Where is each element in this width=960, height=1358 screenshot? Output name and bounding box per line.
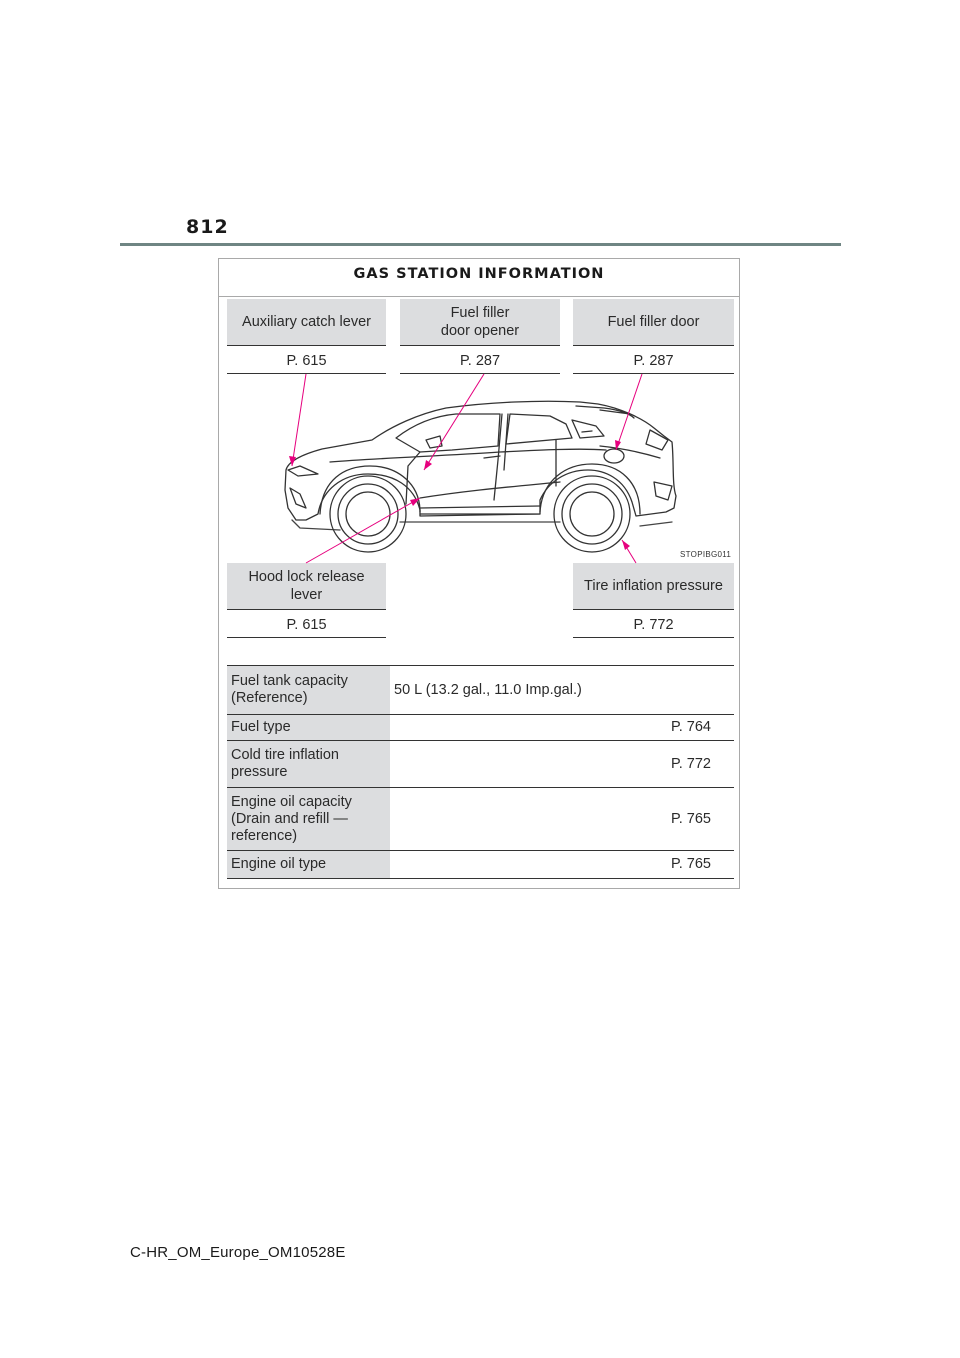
callout-hood-lock-release-lever-ref[interactable]: P. 615	[227, 614, 386, 638]
leader-lines	[292, 374, 642, 563]
leader-fuel-filler-door-opener	[424, 374, 484, 470]
figure-code: STOPIBG011	[680, 550, 732, 559]
callout-fuel-filler-door: Fuel filler door	[573, 299, 734, 346]
callout-auxiliary-catch-lever: Auxiliary catch lever	[227, 299, 386, 346]
spec-label: Fuel tank capacity (Reference)	[227, 666, 390, 715]
spec-value: 50 L (13.2 gal., 11.0 Imp.gal.)	[390, 666, 734, 715]
box-title: GAS STATION INFORMATION	[219, 259, 739, 297]
spec-value[interactable]: P. 765	[390, 788, 734, 851]
callout-hood-lock-release-lever: Hood lock release lever	[227, 563, 386, 610]
callout-tire-inflation-pressure-ref[interactable]: P. 772	[573, 614, 734, 638]
table-row	[227, 851, 734, 879]
spec-value[interactable]: P. 765	[390, 851, 734, 879]
table-row	[227, 788, 734, 851]
table-row	[227, 666, 734, 715]
spec-table	[227, 665, 734, 879]
spec-value[interactable]: P. 764	[390, 715, 734, 741]
car-body-outline	[285, 401, 676, 552]
spec-label: Cold tire inflation pressure	[227, 741, 390, 788]
callout-auxiliary-catch-lever-ref[interactable]: P. 615	[227, 350, 386, 374]
spec-label: Engine oil capacity (Drain and refill — reference)	[227, 788, 390, 851]
callout-tire-inflation-pressure: Tire inflation pressure	[573, 563, 734, 610]
spec-value[interactable]: P. 772	[390, 741, 734, 788]
callout-fuel-filler-door-opener: Fuel filler door opener	[400, 299, 560, 346]
spec-label: Engine oil type	[227, 851, 390, 879]
callout-fuel-filler-door-ref[interactable]: P. 287	[573, 350, 734, 374]
footer-document-id: C-HR_OM_Europe_OM10528E	[130, 1244, 346, 1261]
table-row	[227, 741, 734, 788]
leader-arrowheads	[289, 440, 630, 550]
page-number: 812	[186, 216, 229, 238]
callout-fuel-filler-door-opener-ref[interactable]: P. 287	[400, 350, 560, 374]
table-row	[227, 715, 734, 741]
spec-label: Fuel type	[227, 715, 390, 741]
leader-auxiliary-catch-lever	[292, 374, 306, 466]
